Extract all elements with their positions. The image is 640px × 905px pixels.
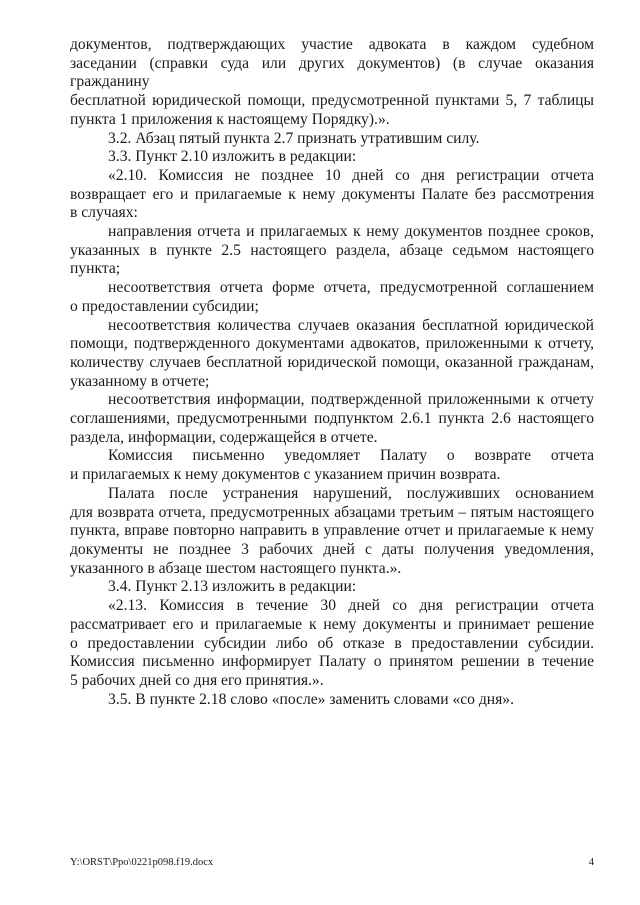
- document-body: [70, 36, 594, 709]
- paragraph-line: в случаях:: [70, 204, 138, 222]
- paragraph-line: «2.10. Комиссия не позднее 10 дней со дня регистрации отчета: [108, 166, 594, 184]
- paragraph-line: указанного в абзаце шестом настоящего пункта.».: [70, 559, 402, 577]
- paragraph-line: «2.13. Комиссия в течение 30 дней со дня регистрации отчета: [108, 597, 594, 615]
- paragraph-line: 3.4. Пункт 2.13 изложить в редакции:: [108, 578, 357, 596]
- paragraph-line: пункта;: [70, 260, 121, 278]
- paragraph-line: рассматривает его и прилагаемые к нему документы и принимает решение: [70, 615, 594, 633]
- paragraph-line: раздела, информации, содержащейся в отчете.: [70, 428, 378, 446]
- paragraph-line: бесплатной юридической помощи, предусмотренной пунктами 5, 7 таблицы: [70, 92, 594, 110]
- paragraph-line: о предоставлении субсидии;: [70, 297, 259, 315]
- paragraph-line: несоответствия информации, подтвержденной приложенными к отчету: [108, 391, 594, 409]
- paragraph-line: о предоставлении субсидии либо об отказе в предоставлении субсидии.: [70, 634, 594, 652]
- paragraph-line: направления отчета и прилагаемых к нему документов позднее сроков,: [108, 223, 594, 241]
- paragraph-line: 3.2. Абзац пятый пункта 2.7 признать утратившим силу.: [108, 129, 480, 147]
- paragraph-line: документы не позднее 3 рабочих дней с даты получения уведомления,: [70, 540, 594, 558]
- paragraph-line: для возврата отчета, предусмотренных абзацами третьим – пятым настоящего: [70, 503, 594, 521]
- paragraph-line: Комиссия письменно информирует Палату о принятом решении в течение: [70, 653, 594, 671]
- paragraph-line: Палата после устранения нарушений, послуживших основанием: [108, 484, 594, 502]
- paragraph-line: Комиссия письменно уведомляет Палату о возврате отчета: [108, 447, 594, 465]
- paragraph-line: 5 рабочих дней со дня его принятия.».: [70, 671, 324, 689]
- paragraph-line: указанному в отчете;: [70, 372, 210, 390]
- paragraph-line: и прилагаемых к нему документов с указанием причин возврата.: [70, 466, 501, 484]
- paragraph-line: возвращает его и прилагаемые к нему документы Палате без рассмотрения: [70, 185, 594, 203]
- paragraph-line: несоответствия количества случаев оказания бесплатной юридической: [108, 316, 594, 334]
- paragraph-line: помощи, подтвержденного документами адвокатов, приложенными к отчету,: [70, 335, 594, 353]
- paragraph-line: пункта, вправе повторно направить в управление отчет и прилагаемые к нему: [70, 522, 594, 540]
- paragraph-line: количеству случаев бесплатной юридической помощи, оказанной гражданам,: [70, 353, 594, 371]
- file-path: Y:\ORST\Ppo\0221p098.f19.docx: [70, 857, 214, 868]
- page-number: 4: [588, 857, 594, 868]
- paragraph-line: соглашениями, предусмотренными подпунктом 2.6.1 пункта 2.6 настоящего: [70, 410, 594, 428]
- paragraph-line: 3.3. Пункт 2.10 изложить в редакции:: [108, 148, 357, 166]
- paragraph-line: указанных в пункте 2.5 настоящего раздела, абзаце седьмом настоящего: [70, 241, 594, 259]
- paragraph-line: документов, подтверждающих участие адвоката в каждом судебном: [70, 36, 594, 53]
- paragraph-line: пункта 1 приложения к настоящему Порядку).».: [70, 110, 390, 128]
- paragraph-line: несоответствия отчета форме отчета, предусмотренной соглашением: [108, 279, 594, 297]
- paragraph-line: 3.5. В пункте 2.18 слово «после» заменить словами «со дня».: [108, 690, 515, 708]
- paragraph-line: заседании (справки суда или других документов) (в случае оказания гражданину: [70, 54, 594, 91]
